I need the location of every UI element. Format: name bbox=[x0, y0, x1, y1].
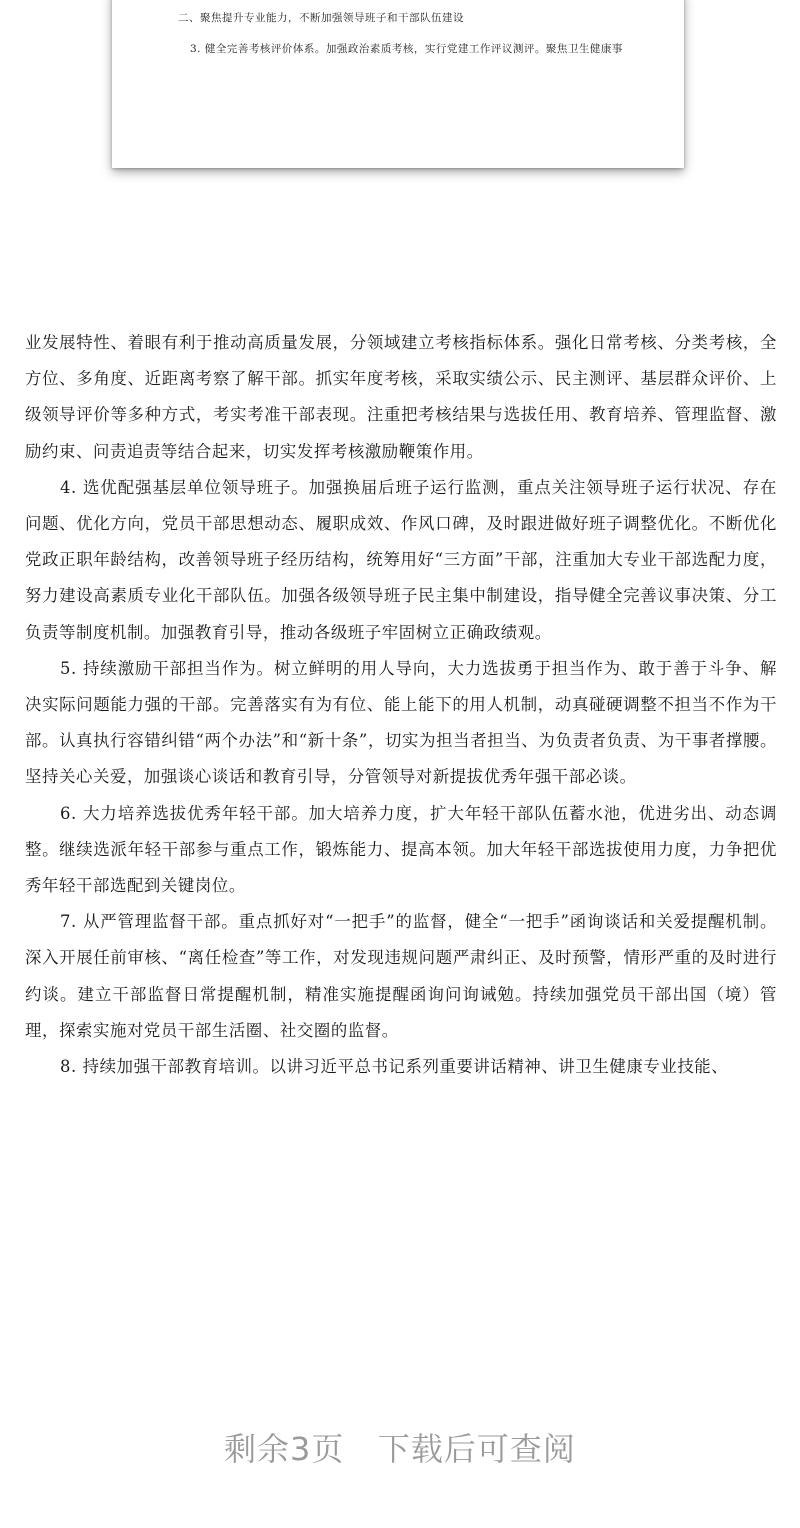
paragraph-item-7: 7. 从严管理监督干部。重点抓好对“一把手”的监督，健全“一把手”函询谈话和关爱提醒机制。深入开展任前审核、“离任检查”等工作，对发现违规问题严肃纠正、及时预警，情形严重的及时进行约谈。建立干部监督日常提醒机制，精准实施提醒函询问询诫勉。持续加强党员干部出国（境）管理，探索实施对党员干部生活圈、社交圈的监督。 bbox=[25, 912, 777, 1040]
paragraph-continuation: 业发展特性、着眼有利于推动高质量发展，分领域建立考核指标体系。强化日常考核、分类考核，全方位、多角度、近距离考察了解干部。抓实年度考核，采取实绩公示、民主测评、基层群众评价、上级领导评价等多种方式，考实考准干部表现。注重把考核结果与选拔任用、教育培养、管理监督、激励约束、问责追责等结合起来，切实发挥考核激励鞭策作用。 bbox=[25, 333, 777, 461]
paragraph-item-4: 4. 选优配强基层单位领导班子。加强换届后班子运行监测，重点关注领导班子运行状况、存在问题、优化方向，党员干部思想动态、履职成效、作风口碑，及时跟进做好班子调整优化。不断优化党政正职年龄结构，改善领导班子经历结构，统筹用好“三方面”干部，注重加大专业干部选配力度，努力建设高素质专业化干部队伍。加强各级领导班子民主集中制建设，指导健全完善议事决策、分工负责等制度机制。加强教育引导，推动各级班子牢固树立正确政绩观。 bbox=[25, 477, 777, 642]
document-preview-card bbox=[112, 0, 684, 168]
paragraph-item-6: 6. 大力培养选拔优秀年轻干部。加大培养力度，扩大年轻干部队伍蓄水池，优进劣出、动态调整。继续选派年轻干部参与重点工作，锻炼能力、提高本领。加大年轻干部选拔使用力度，力争把优秀年轻干部选配到关键岗位。 bbox=[25, 803, 777, 896]
preview-line: 3. 健全完善考核评价体系。加强政治素质考核，实行党建工作评议测评。聚焦卫生健康事 bbox=[190, 43, 623, 55]
preview-heading: 二、聚焦提升专业能力，不断加强领导班子和干部队伍建设 bbox=[178, 12, 464, 24]
paragraph-item-5: 5. 持续激励干部担当作为。树立鲜明的用人导向，大力选拔勇于担当作为、敢于善于斗争、解决实际问题能力强的干部。完善落实有为有位、能上能下的用人机制，动真碰硬调整不担当不作为干部。认真执行容错纠错“两个办法”和“新十条”，切实为担当者担当、为负责者负责、为干事者撑腰。坚持关心关爱，加强谈心谈话和教育引导，分管领导对新提拔优秀年强干部必谈。 bbox=[25, 658, 777, 787]
remaining-pages-banner[interactable]: 剩余3页 下载后可查阅 bbox=[224, 1430, 576, 1468]
document-body bbox=[25, 325, 777, 1085]
paragraph-item-8: 8. 持续加强干部教育培训。以讲习近平总书记系列重要讲话精神、讲卫生健康专业技能、 bbox=[60, 1057, 729, 1077]
